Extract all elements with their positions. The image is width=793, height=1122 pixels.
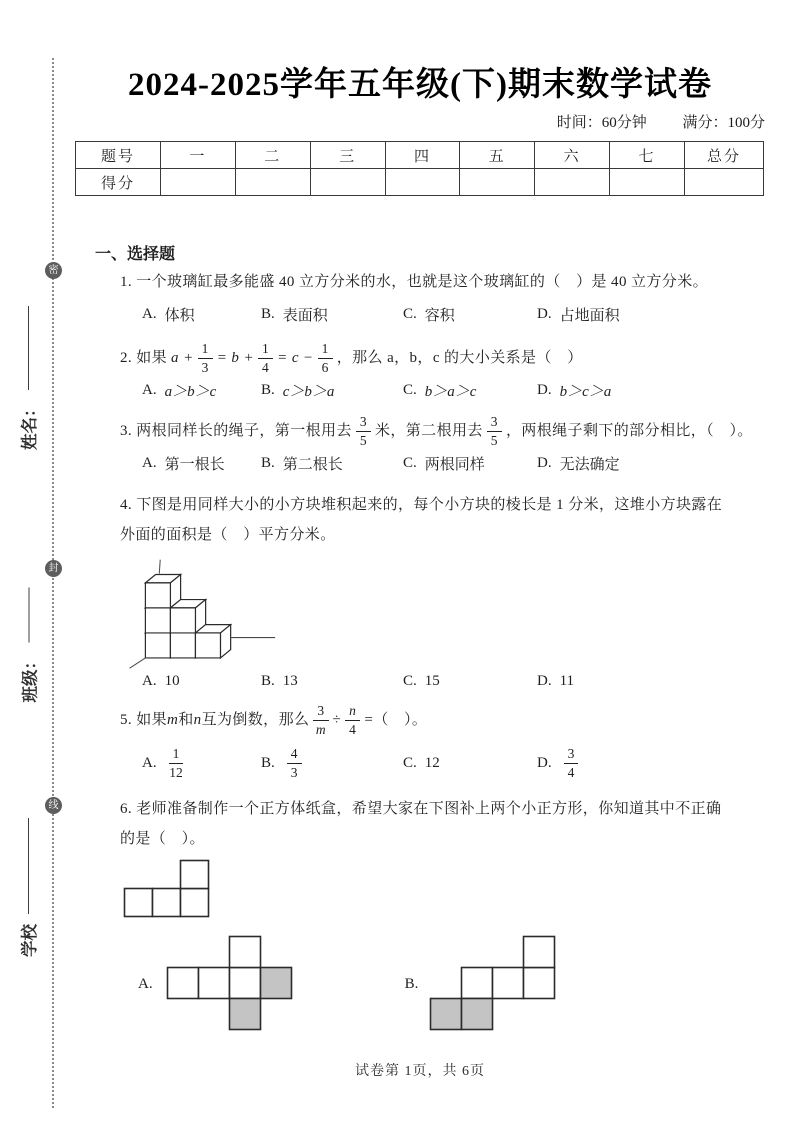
fraction: $\frac{3}{5}$ xyxy=(487,414,502,448)
score-cell xyxy=(235,169,310,196)
option-d: D. $\frac{3}{4}$ xyxy=(537,746,765,780)
seal-char-xian: 线 xyxy=(45,797,62,814)
seal-dotted-line xyxy=(52,58,54,1108)
score-cell xyxy=(161,169,236,196)
name-label: 姓名： xyxy=(20,400,39,450)
fraction: $\frac{4}{3}$ xyxy=(287,746,302,780)
fraction: $\frac{3}{4}$ xyxy=(564,746,579,780)
page-footer: 试卷第 1页，共 6页 xyxy=(355,1064,485,1080)
fraction: $\frac{3}{5}$ xyxy=(356,414,371,448)
seal-char-feng: 封 xyxy=(45,560,62,577)
option-d: D. 无法确定 xyxy=(537,455,620,474)
name-underline xyxy=(28,307,29,391)
option-d: D. 11 xyxy=(537,673,575,690)
col-5: 五 xyxy=(460,142,535,169)
option-a: A. 10 xyxy=(142,673,180,690)
incomplete-net-figure xyxy=(123,859,213,921)
question-1: 1. 一个玻璃缸最多能盛 40 立方分米的水，也就是这个玻璃缸的（ ）是 40 立方分米。 xyxy=(120,274,709,290)
score-row-header: 得分 xyxy=(76,169,161,196)
fraction: $\frac{1}{12}$ xyxy=(169,746,183,780)
question-6 xyxy=(75,794,765,854)
question-6-line2: 的是（ ）。 xyxy=(120,831,205,848)
question-4 xyxy=(75,490,765,550)
option-a: A. a＞b＞c xyxy=(142,382,217,401)
cube-stack-figure xyxy=(117,556,285,670)
school-label: 学校 xyxy=(20,924,39,957)
full-score: 满分：100分 xyxy=(682,115,765,131)
section-heading: 一、选择题 xyxy=(95,246,176,263)
option-c: C. 两根同样 xyxy=(403,455,485,474)
question-4-line1: 4. 下图是用同样大小的小方块堆积起来的，每个小方块的棱长是 1 分米，这堆小方块露在 xyxy=(120,497,723,514)
question-2: 2. 如果 a + $\frac{1}{3}$ = b + $\frac{1}{4}$ = c − $\frac{1}{6}$ ，那么 a，b，c 的大小关系是（ ） xyxy=(120,341,583,375)
option-d: D. b＞c＞a xyxy=(537,382,612,401)
exam-content xyxy=(75,0,765,1080)
col-4: 四 xyxy=(385,142,460,169)
option-c: C. 容积 xyxy=(403,306,455,324)
score-cell xyxy=(310,169,385,196)
option-a: A. 体积 xyxy=(142,306,195,324)
option-b: B. 13 xyxy=(261,673,298,690)
option-d: D. 占地面积 xyxy=(537,306,620,324)
fraction: $\frac{1}{3}$ xyxy=(198,341,213,375)
question-3-options xyxy=(75,453,765,474)
score-cell xyxy=(460,169,535,196)
option-a: A. $\frac{1}{12}$ xyxy=(142,746,183,780)
score-cell xyxy=(610,169,685,196)
fraction: $\frac{n}{4}$ xyxy=(345,703,360,737)
net-options-row xyxy=(75,935,765,1034)
score-cell xyxy=(685,169,764,196)
option-b: B. 第二根长 xyxy=(261,455,343,474)
question-1-options xyxy=(75,304,765,325)
option-a-label: A. xyxy=(138,976,153,993)
name-field xyxy=(16,240,40,450)
score-cell xyxy=(535,169,610,196)
col-2: 二 xyxy=(235,142,310,169)
question-4-line2: 外面的面积是（ ）平方分米。 xyxy=(120,527,336,544)
table-row xyxy=(76,169,764,196)
net-a-figure xyxy=(166,935,295,1034)
class-underline xyxy=(28,588,29,644)
option-c: C. 12 xyxy=(403,754,440,771)
col-3: 三 xyxy=(310,142,385,169)
school-field xyxy=(16,807,40,957)
class-label: 班级： xyxy=(20,653,40,703)
option-c: C. 15 xyxy=(403,673,440,690)
seal-char-mi: 密 xyxy=(45,262,62,279)
net-b-figure xyxy=(429,935,558,1034)
option-b: B. c＞b＞a xyxy=(261,382,335,401)
question-2-options xyxy=(75,380,765,401)
option-c: C. b＞a＞c xyxy=(403,382,477,401)
question-3: 3. 两根同样长的绳子，第一根用去 $\frac{3}{5}$ 米，第二根用去 $\frac{3}{5}$ ，两根绳子剩下的部分相比，（ ）。 xyxy=(120,414,753,448)
option-b: B. 表面积 xyxy=(261,306,328,324)
option-b: B. $\frac{4}{3}$ xyxy=(261,746,403,780)
score-cell xyxy=(385,169,460,196)
question-5-options xyxy=(75,741,765,785)
fraction: $\frac{3}{m}$ xyxy=(313,703,328,737)
fraction: $\frac{1}{4}$ xyxy=(258,341,273,375)
col-6: 六 xyxy=(535,142,610,169)
page-title: 2024-2025学年五年级(下)期末数学试卷 xyxy=(128,67,712,103)
col-1: 一 xyxy=(161,142,236,169)
option-a: A. 第一根长 xyxy=(142,455,225,474)
col-total: 总分 xyxy=(685,142,764,169)
score-table xyxy=(75,141,764,196)
question-4-options xyxy=(75,673,765,690)
question-number-header: 题号 xyxy=(76,142,161,169)
exam-meta xyxy=(75,111,765,132)
table-row xyxy=(76,142,764,169)
class-field xyxy=(17,588,41,703)
question-5: 5. 如果 m 和 n 互为倒数，那么 $\frac{3}{m}$ ÷ $\frac{n}{4}$ =（ ）。 xyxy=(120,703,428,737)
option-b-label: B. xyxy=(404,976,419,993)
fraction: $\frac{1}{6}$ xyxy=(318,341,333,375)
question-6-line1: 6. 老师准备制作一个正方体纸盒，希望大家在下图补上两个小正方形，你知道其中不正确 xyxy=(120,801,722,818)
school-underline xyxy=(28,818,29,914)
col-7: 七 xyxy=(610,142,685,169)
time-limit: 时间：60分钟 xyxy=(556,115,647,131)
